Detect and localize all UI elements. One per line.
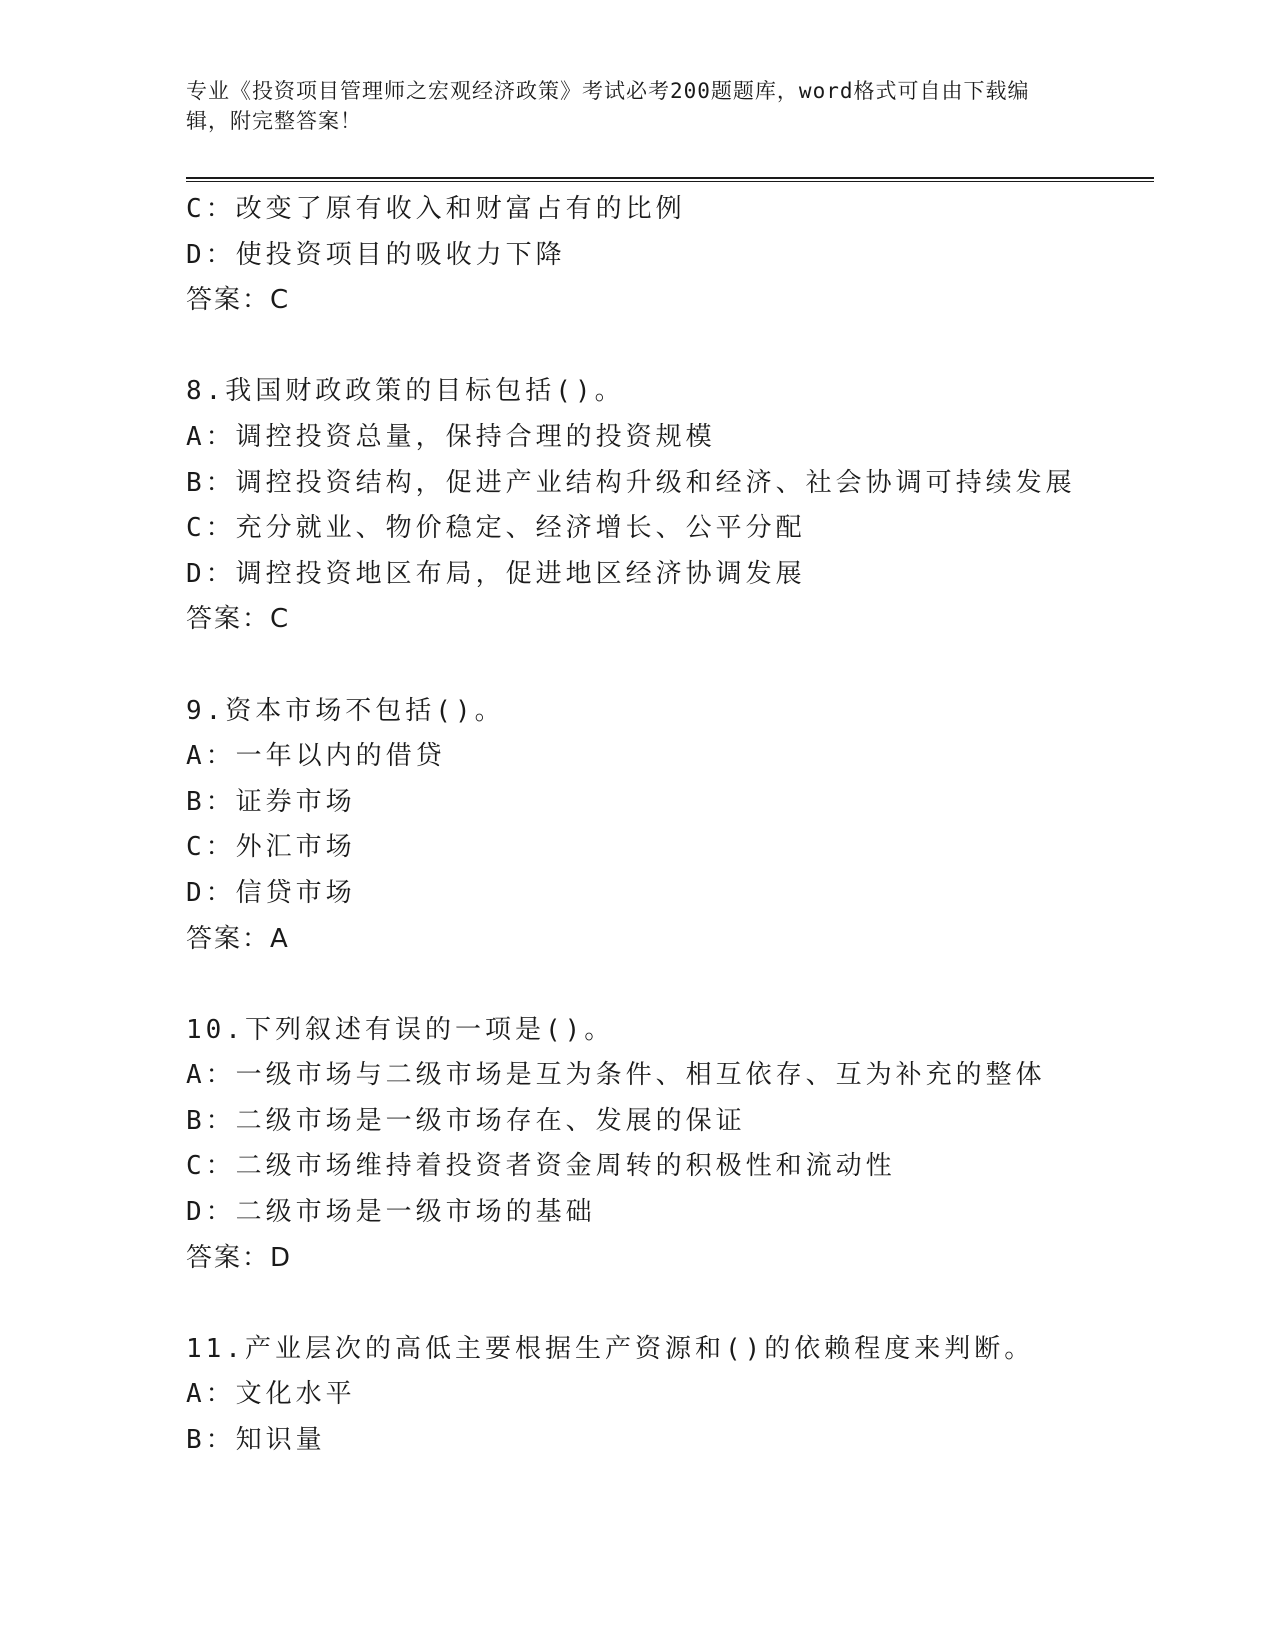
answer-line: 答案：C [186, 604, 291, 635]
question-stem: 8.我国财政政策的目标包括()。 [186, 376, 625, 407]
option-line: C：外汇市场 [186, 832, 356, 863]
spacer [186, 1281, 1146, 1327]
spacer [186, 962, 1146, 1008]
question-stem: 10.下列叙述有误的一项是()。 [186, 1014, 615, 1045]
document-header: 专业《投资项目管理师之宏观经济政策》考试必考200题题库，word格式可自由下载编辑，附完整答案！ [186, 79, 1030, 133]
answer-line: 答案：A [186, 923, 290, 954]
option-line: B：知识量 [186, 1425, 326, 1456]
question-stem: 9.资本市场不包括()。 [186, 695, 505, 726]
option-line: D：信贷市场 [186, 877, 356, 908]
option-line: A：一级市场与二级市场是互为条件、相互依存、互为补充的整体 [186, 1060, 1046, 1091]
option-line: B：调控投资结构，促进产业结构升级和经济、社会协调可持续发展 [186, 467, 1076, 498]
answer-line: 答案：C [186, 285, 291, 316]
option-line: B：证券市场 [186, 786, 356, 817]
option-line: B：二级市场是一级市场存在、发展的保证 [186, 1105, 746, 1136]
option-line: C：改变了原有收入和财富占有的比例 [186, 194, 686, 224]
option-line: A：一年以内的借贷 [186, 741, 446, 772]
option-line: D：使投资项目的吸收力下降 [186, 239, 566, 270]
option-line: A：文化水平 [186, 1379, 356, 1410]
spacer [186, 324, 1146, 370]
answer-line: 答案：D [186, 1242, 293, 1273]
question-stem: 11.产业层次的高低主要根据生产资源和()的依赖程度来判断。 [186, 1333, 1035, 1364]
question-content [186, 187, 1146, 1464]
option-line: D：二级市场是一级市场的基础 [186, 1197, 596, 1228]
spacer [186, 643, 1146, 689]
option-line: C：二级市场维持着投资者资金周转的积极性和流动性 [186, 1151, 896, 1182]
option-line: C：充分就业、物价稳定、经济增长、公平分配 [186, 513, 806, 544]
option-line: D：调控投资地区布局，促进地区经济协调发展 [186, 558, 806, 589]
option-line: A：调控投资总量，保持合理的投资规模 [186, 421, 716, 452]
header-divider [186, 177, 1154, 182]
